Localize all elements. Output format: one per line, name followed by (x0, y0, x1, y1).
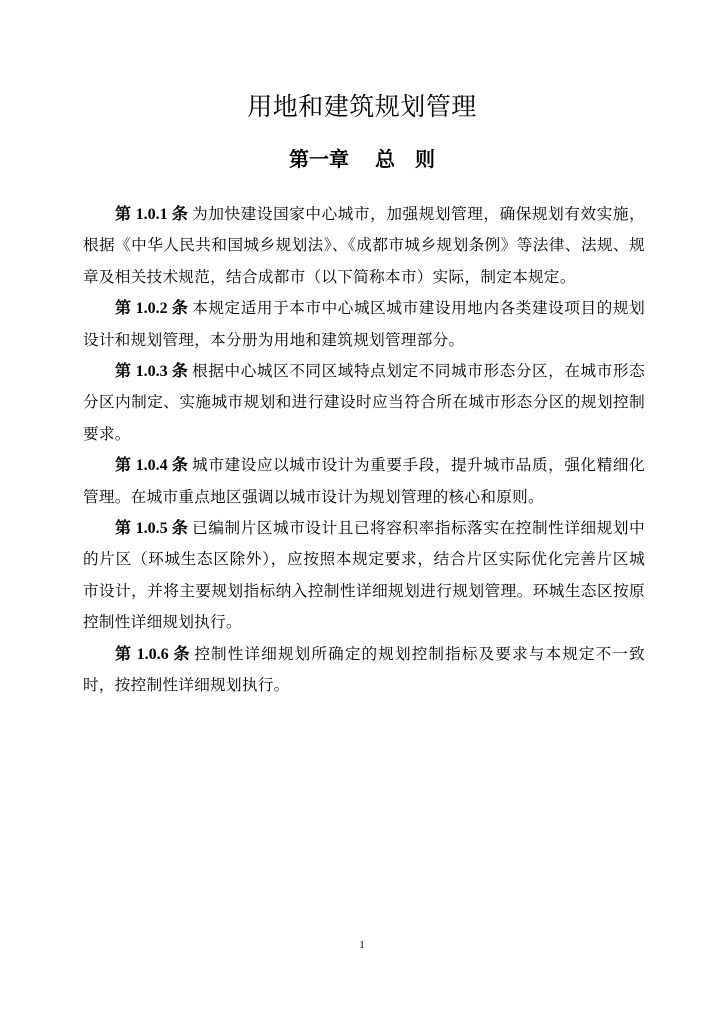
document-title: 用地和建筑规划管理 (247, 92, 477, 121)
article-label: 第 1.0.2 条 (115, 300, 189, 318)
article-1-0-5 (83, 513, 645, 639)
page-number: 1 (359, 939, 365, 951)
article-1-0-4 (83, 450, 645, 513)
article-text: 已编制片区城市设计且已将容积率指标落实在控制性详细规划中的片区（环城生态区除外），应按照本规定要求，结合片区实际优化完善片区城市设计，并将主要规划指标纳入控制性详细规划进行规划管理。环城生态区按原控制性详细规划执行。 (83, 519, 645, 632)
article-text: 控制性详细规划所确定的规划控制指标及要求与本规定不一致时，按控制性详细规划执行。 (83, 644, 645, 695)
article-label: 第 1.0.3 条 (115, 363, 189, 381)
article-text: 城市建设应以城市设计为重要手段，提升城市品质，强化精细化管理。在城市重点地区强调以城市设计为规划管理的核心和原则。 (83, 456, 645, 506)
article-text: 为加快建设国家中心城市，加强规划管理，确保规划有效实施，根据《中华人民共和国城乡规划法》、《成都市城乡规划条例》等法律、法规、规章及相关技术规范，结合成都市（以下简称本市）实际，制定本规定。 (83, 205, 645, 286)
article-label: 第 1.0.1 条 (115, 206, 189, 223)
article-list (83, 199, 645, 702)
chapter-number: 第一章 (289, 147, 349, 171)
chapter-heading (0, 145, 724, 173)
article-text: 本规定适用于本市中心城区城市建设用地内各类建设项目的规划设计和规划管理，本分册为用地和建筑规划管理部分。 (83, 299, 645, 349)
article-text: 根据中心城区不同区域特点划定不同城市形态分区，在城市形态分区内制定、实施城市规划和进行建设时应当符合所在城市形态分区的规划控制要求。 (83, 362, 645, 443)
article-label: 第 1.0.5 条 (115, 520, 189, 538)
article-label: 第 1.0.6 条 (115, 645, 191, 663)
chapter-name: 总 则 (375, 147, 435, 171)
article-1-0-3 (83, 356, 645, 450)
article-1-0-2 (83, 293, 645, 356)
article-1-0-6 (83, 639, 645, 702)
article-1-0-1 (83, 199, 645, 293)
article-label: 第 1.0.4 条 (115, 457, 189, 475)
